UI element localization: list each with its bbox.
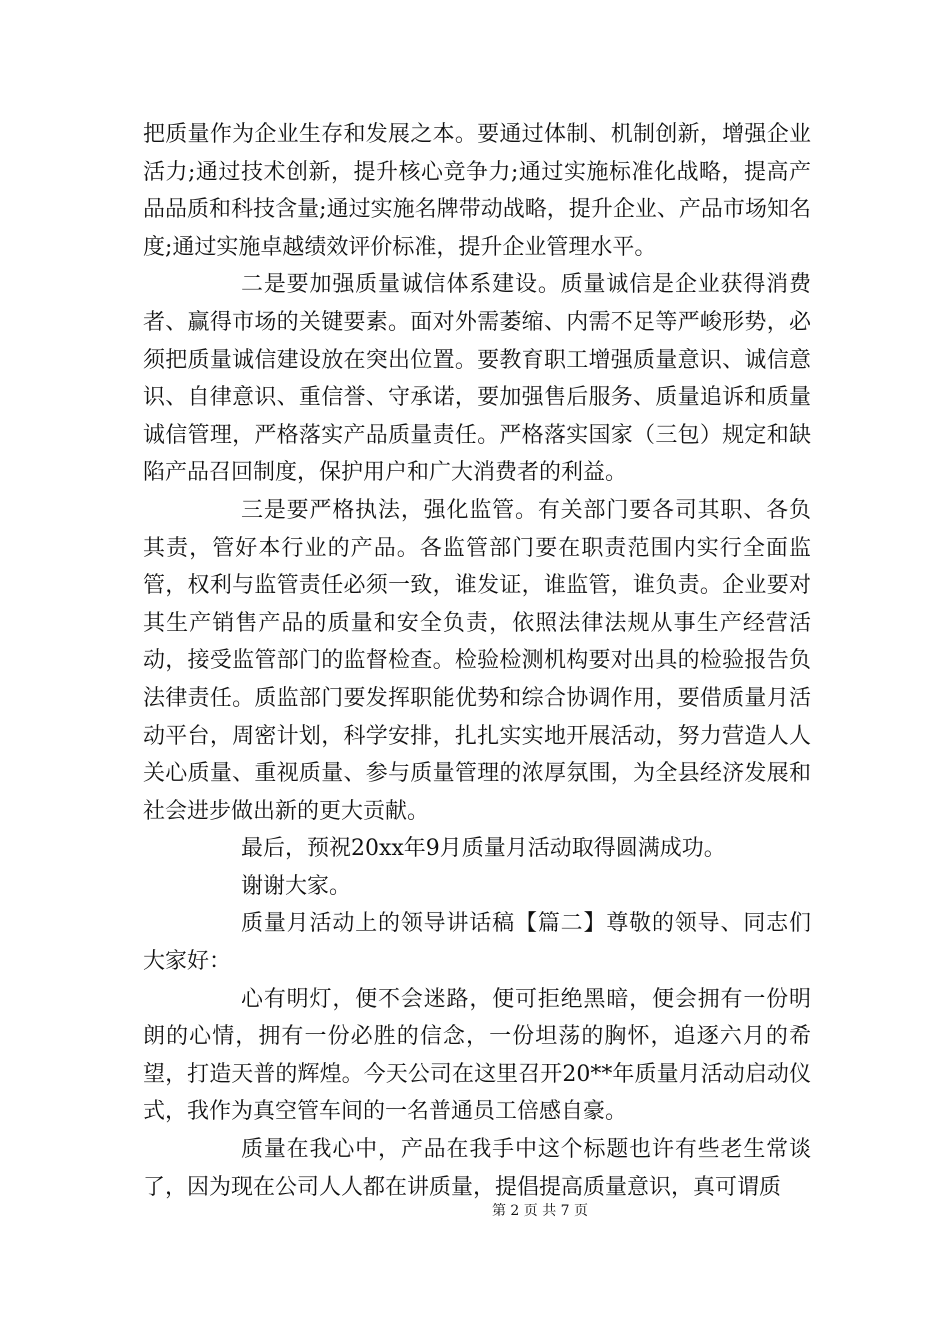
paragraph-part-two-heading: 质量月活动上的领导讲话稿【篇二】尊敬的领导、同志们大家好： [143, 911, 811, 975]
page-number-footer: 第 2 页 共 7 页 [491, 1203, 589, 1219]
paragraph-thanks: 谢谢大家。 [241, 873, 352, 899]
paragraph-quality-in-heart: 质量在我心中，产品在我手中这个标题也许有些老生常谈了，因为现在公司人人都在讲质量，提倡提高质量意识，真可谓质 [143, 1137, 811, 1200]
paragraph-supervision: 三是要严格执法，强化监管。有关部门要各司其职、各负其责，管好本行业的产品。各监管部门要在职责范围内实行全面监管，权利与监管责任必须一致，谁发证，谁监管，谁负责。企业要对其生产销售产品的质量和安全负责，依照法律法规从事生产经营活动，接受监管部门的监督检查。检验检测机构要对出具的检验报告负法律责任。质监部门要发挥职能优势和综合协调作用，要借质量月活动平台，周密计划，科学安排，扎扎实实地开展活动，努力营造人人关心质量、重视质量、参与质量管理的浓厚氛围，为全县经济发展和社会进步做出新的更大贡献。 [143, 497, 811, 824]
paragraph-bright-lamp: 心有明灯，便不会迷路，便可拒绝黑暗，便会拥有一份明朗的心情，拥有一份必胜的信念，一份坦荡的胸怀，追逐六月的希望，打造天普的辉煌。今天公司在这里召开20**年质量月活动启动仪式，我作为真空管车间的一名普通员工倍感自豪。 [143, 986, 811, 1125]
document-body [143, 116, 811, 1206]
paragraph-closing-wish: 最后，预祝20xx年9月质量月活动取得圆满成功。 [241, 836, 726, 862]
paragraph-continuation: 把质量作为企业生存和发展之本。要通过体制、机制创新，增强企业活力;通过技术创新，提升核心竞争力;通过实施标准化战略，提高产品品质和科技含量;通过实施名牌带动战略，提升企业、产品市场知名度;通过实施卓越绩效评价标准，提升企业管理水平。 [143, 122, 811, 260]
paragraph-integrity: 二是要加强质量诚信体系建设。质量诚信是企业获得消费者、赢得市场的关键要素。面对外需萎缩、内需不足等严峻形势，必须把质量诚信建设放在突出位置。要教育职工增强质量意识、诚信意识、自律意识、重信誉、守承诺，要加强售后服务、质量追诉和质量诚信管理，严格落实产品质量责任。严格落实国家（三包）规定和缺陷产品召回制度，保护用户和广大消费者的利益。 [143, 272, 811, 486]
